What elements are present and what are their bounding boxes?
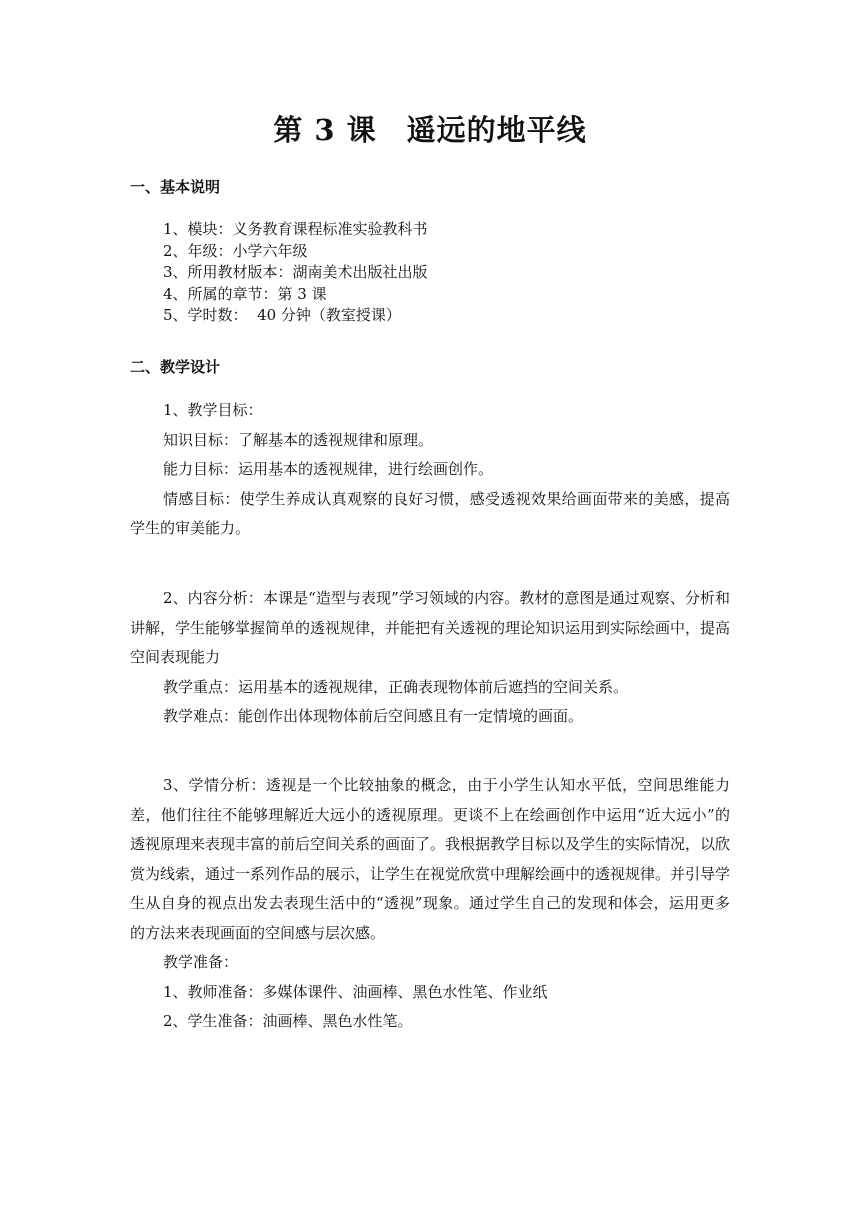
content-analysis-block bbox=[130, 584, 730, 732]
learner-analysis-block bbox=[130, 771, 730, 1037]
paragraph: 能力目标：运用基本的透视规律，进行绘画创作。 bbox=[163, 460, 494, 478]
section-heading-teaching-design: 二、教学设计 bbox=[130, 358, 221, 376]
list-item: 1、模块：义务教育课程标准实验教科书 bbox=[163, 220, 428, 238]
paragraph: 2、学生准备：油画棒、黑色水性笔。 bbox=[163, 1012, 413, 1030]
paragraph: 1、教学目标： bbox=[163, 401, 263, 419]
paragraph: 教学重点：运用基本的透视规律，正确表现物体前后遮挡的空间关系。 bbox=[163, 677, 629, 696]
paragraph: 教学准备： bbox=[163, 953, 239, 971]
list-item: 2、年级：小学六年级 bbox=[163, 241, 308, 260]
paragraph: 2、内容分析：本课是“造型与表现”学习领域的内容。教材的意图是通过观察、分析和讲解，学生能够掌握简单的透视规律，并能把有关透视的理论知识运用到实际绘画中，提高空间表现能力 bbox=[130, 589, 731, 666]
paragraph: 情感目标：使学生养成认真观察的良好习惯，感受透视效果给画面带来的美感，提高学生的审美能力。 bbox=[130, 489, 730, 537]
paragraph: 教学难点：能创作出体现物体前后空间感且有一定情境的画面。 bbox=[163, 707, 584, 725]
paragraph: 1、教师准备：多媒体课件、油画棒、黑色水性笔、作业纸 bbox=[163, 982, 548, 1001]
paragraph: 知识目标：了解基本的透视规律和原理。 bbox=[163, 430, 434, 449]
basic-info-list bbox=[163, 219, 428, 327]
list-item: 3、所用教材版本：湖南美术出版社出版 bbox=[163, 263, 428, 281]
teaching-goals-block bbox=[130, 396, 730, 544]
paragraph: 3、学情分析：透视是一个比较抽象的概念，由于小学生认知水平低，空间思维能力差，他们往往不能够理解近大远小的透视原理。更谈不上在绘画创作中运用“近大远小”的透视原理来表现丰富的前后空间关系的画面了。我根据教学目标以及学生的实际情况，以欣赏为线索，通过一系列作品的展示，让学生在视觉欣赏中理解绘画中的透视规律。并引导学生从自身的视点出发去表现生活中的“透视”现象。通过学生自己的发现和体会，运用更多的方法来表现画面的空间感与层次感。 bbox=[130, 776, 731, 942]
page-title: 第 3 课 遥远的地平线 bbox=[273, 113, 587, 147]
list-item: 5、学时数： 40 分钟（教室授课） bbox=[163, 306, 401, 324]
list-item: 4、所属的章节：第 3 课 bbox=[163, 284, 327, 303]
section-heading-basic-info: 一、基本说明 bbox=[130, 178, 221, 196]
